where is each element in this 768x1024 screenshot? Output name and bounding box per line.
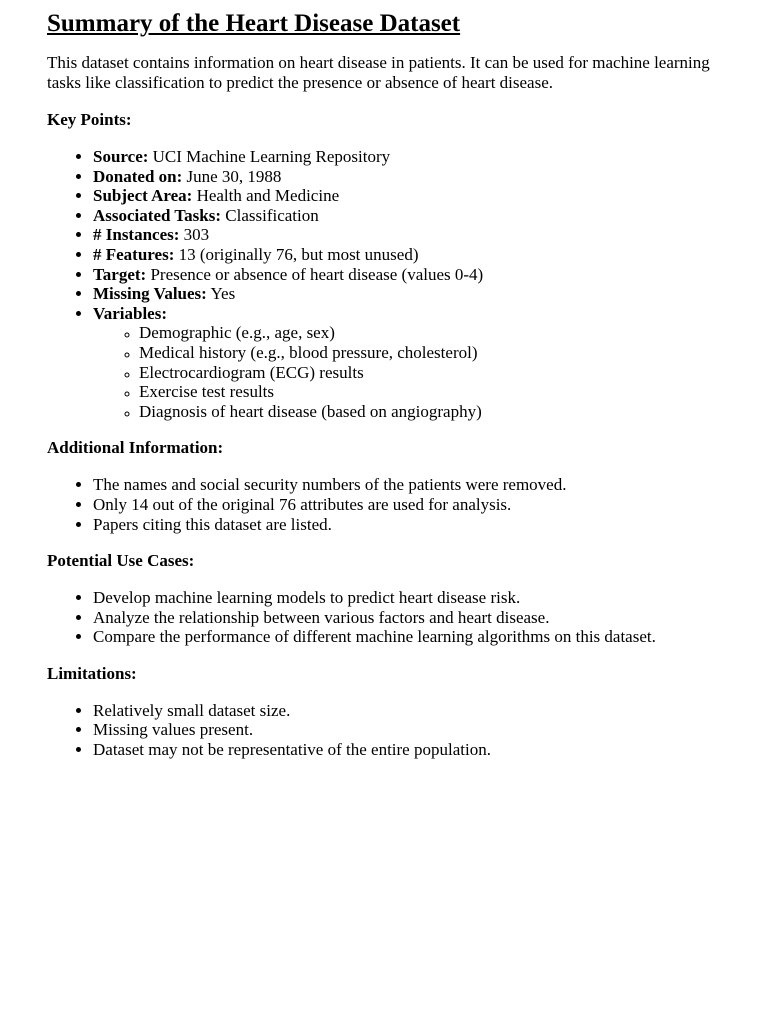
list-item: • Relatively small dataset size. [93,701,738,721]
sub-list-item: ◦ Demographic (e.g., age, sex) [139,323,738,343]
list-item: • Analyze the relationship between various factors and heart disease. [93,608,738,628]
sub-list-item: ◦ Electrocardiogram (ECG) results [139,363,738,383]
list-item [93,245,738,265]
list-item: • Dataset may not be representative of the entire population. [93,740,738,760]
list-item [93,186,738,206]
list-item [93,304,738,422]
key-points-list [47,147,738,421]
item-value: Classification [221,205,319,225]
item-value: 303 [179,225,210,245]
sub-list-item: ◦ Exercise test results [139,382,738,402]
list-item [93,167,738,187]
list-item: • Papers citing this dataset are listed. [93,515,738,535]
item-value: Health and Medicine [192,186,340,206]
item-value: UCI Machine Learning Repository [148,147,391,166]
list-item [93,147,738,167]
intro-paragraph: This dataset contains information on heart disease in patients. It can be used for machine learning tasks like classification to predict the presence or absence of heart disease. [47,53,710,92]
list-item: • Only 14 out of the original 76 attributes are used for analysis. [93,495,738,515]
item-label: Donated on: [93,166,183,186]
item-label: Missing Values: [93,284,207,304]
sub-list-item: ◦ Diagnosis of heart disease (based on angiography) [139,402,738,422]
additional-info-heading: Additional Information: [47,438,224,458]
item-value: June 30, 1988 [182,166,282,186]
list-item [93,265,738,285]
item-label: Variables: [93,303,167,323]
use-cases-list [47,588,738,647]
list-item: • The names and social security numbers of the patients were removed. [93,475,738,495]
sub-list-item: ◦ Medical history (e.g., blood pressure, cholesterol) [139,343,738,363]
limitations-list [47,701,738,760]
page-title: Summary of the Heart Disease Dataset [47,10,461,37]
item-label: # Features: [93,244,175,264]
key-points-heading: Key Points: [47,110,132,129]
list-item: • Develop machine learning models to predict heart disease risk. [93,588,738,608]
item-value: Yes [206,284,236,304]
item-label: Source: [93,147,149,166]
item-value: Presence or absence of heart disease (values 0-4) [146,264,484,284]
variables-sublist [93,323,738,421]
additional-info-list [47,475,738,534]
item-label: Associated Tasks: [93,205,222,225]
list-item [93,206,738,226]
limitations-heading: Limitations: [47,663,137,683]
list-item: • Missing values present. [93,720,738,740]
item-value: 13 (originally 76, but most unused) [174,244,419,264]
list-item [93,284,738,304]
item-label: Subject Area: [93,186,193,206]
use-cases-heading: Potential Use Cases: [47,551,195,571]
list-item [93,225,738,245]
item-label: # Instances: [93,225,180,245]
list-item: • Compare the performance of different machine learning algorithms on this dataset. [93,627,738,647]
item-label: Target: [93,264,147,284]
